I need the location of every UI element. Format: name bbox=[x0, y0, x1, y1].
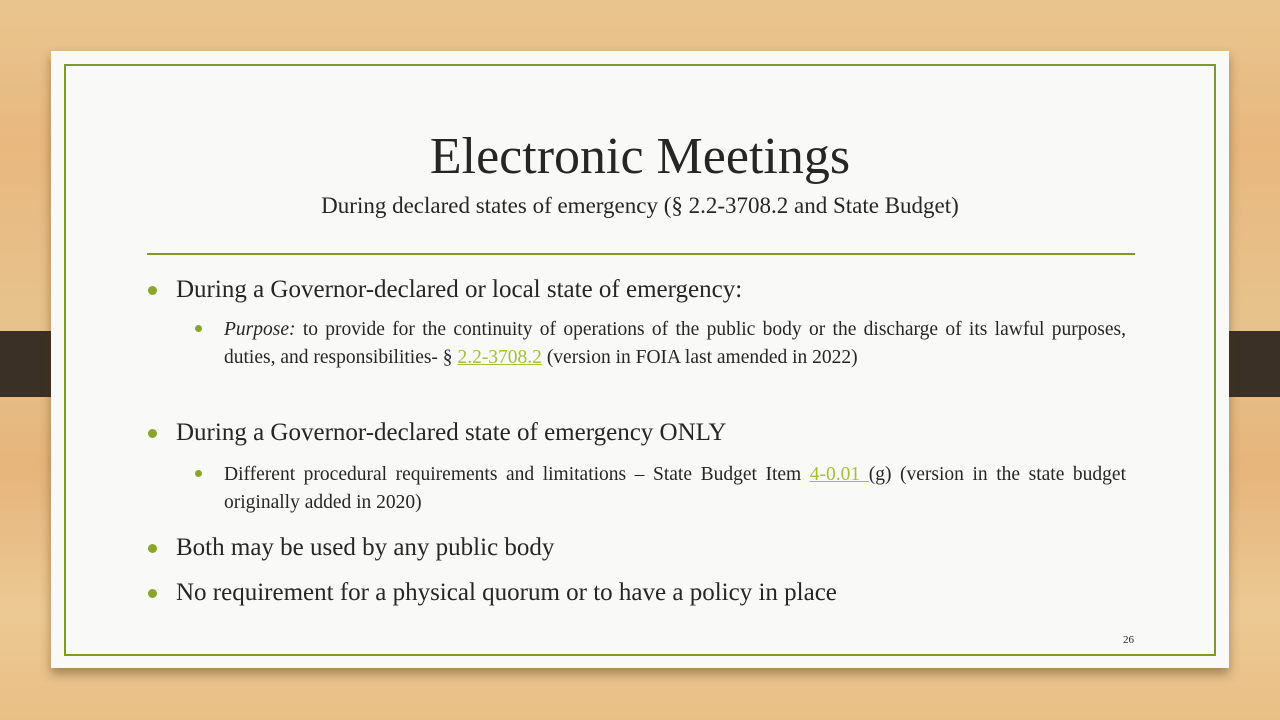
title-divider bbox=[147, 253, 1135, 255]
page-number: 26 bbox=[1123, 634, 1134, 646]
bullet-text: Both may be used by any public body bbox=[176, 534, 555, 561]
bullet-icon bbox=[148, 589, 157, 598]
slide bbox=[51, 51, 1229, 668]
purpose-label: Purpose: bbox=[224, 319, 296, 340]
bullet-no-quorum bbox=[176, 578, 1136, 608]
bullet-icon bbox=[148, 286, 157, 295]
bullet-icon bbox=[195, 325, 202, 332]
bullet-text: (version in FOIA last amended in 2022) bbox=[541, 347, 858, 368]
bullet-governor-only bbox=[176, 418, 1136, 448]
bullet-text: (g) (version in the state budget originally added in 2020) bbox=[224, 464, 1126, 513]
sub-bullet-budget bbox=[224, 461, 1126, 517]
sub-bullet-purpose bbox=[224, 316, 1126, 372]
bullet-text: During a Governor-declared state of emergency ONLY bbox=[176, 419, 727, 446]
slide-subtitle: During declared states of emergency (§ 2.2-3708.2 and State Budget) bbox=[321, 193, 959, 218]
slide-title: Electronic Meetings bbox=[429, 128, 851, 185]
bullet-any-public-body bbox=[176, 533, 1136, 563]
bullet-text: Different procedural requirements and limitations – State Budget Item bbox=[224, 464, 810, 485]
bullet-icon bbox=[148, 544, 157, 553]
bullet-text: No requirement for a physical quorum or to have a policy in place bbox=[176, 579, 837, 606]
bullet-text: During a Governor-declared or local state of emergency: bbox=[176, 276, 743, 303]
bullet-text: to provide for the continuity of operations of the public body or the discharge of its lawful purposes, duties, and responsibilities- § bbox=[224, 319, 1126, 368]
bullet-icon bbox=[148, 429, 157, 438]
bullet-local-emergency bbox=[176, 275, 1136, 305]
bullet-icon bbox=[195, 470, 202, 477]
budget-item-link[interactable]: 4-0.01 bbox=[809, 464, 869, 485]
code-section-link[interactable]: 2.2-3708.2 bbox=[457, 347, 542, 368]
